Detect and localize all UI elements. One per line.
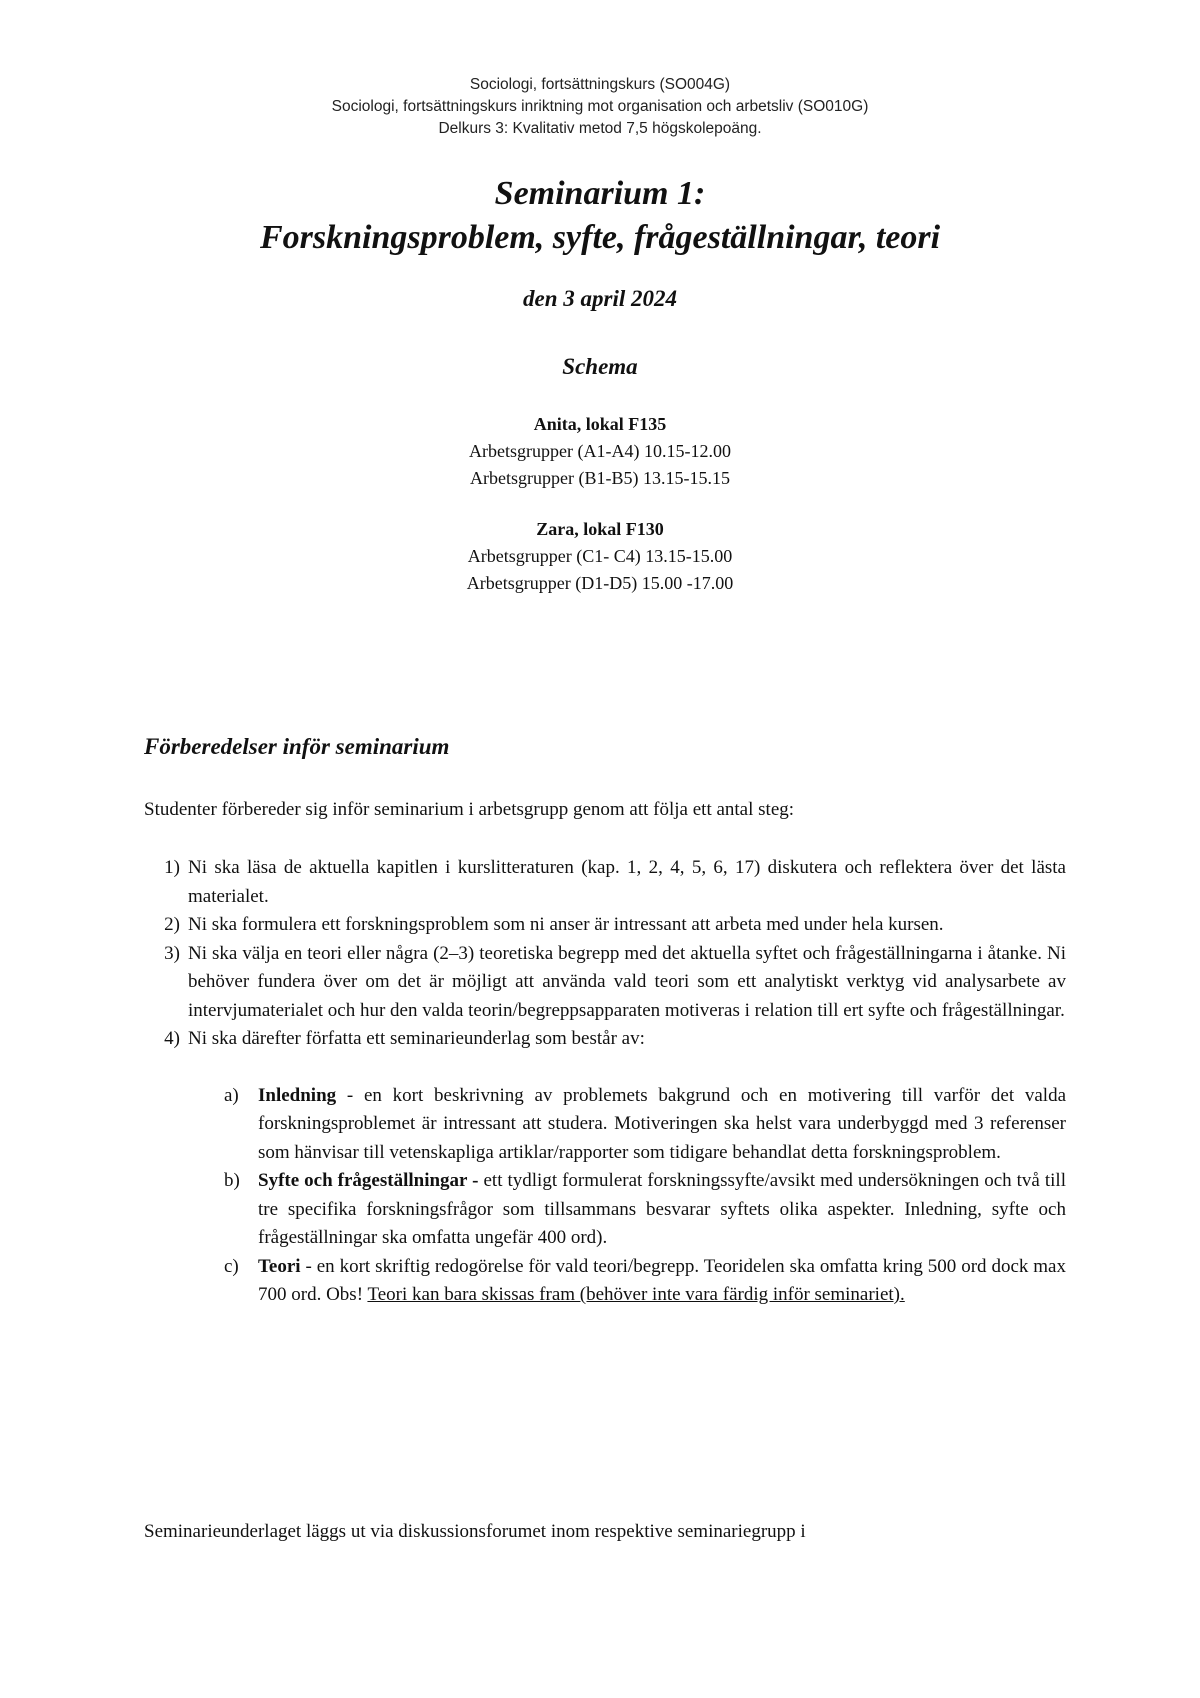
sub-text [258, 1253, 1066, 1310]
item-text: Ni ska välja en teori eller några (2–3) teoretiska begrepp med det aktuella syftet och frågeställningarna i åtanke. Ni behöver fundera över om det är möjligt att använda vald teori som ett analytiskt verktyg vid analysarbete av intervjumaterialet och hur den valda teorin/begreppsapparaten motiveras i relation till ert syfte och frågeställningar. [188, 942, 1066, 1021]
sub-term: Syfte och frågeställningar - [258, 1170, 479, 1191]
sub-body: ett tydligt formulerat forskningssyfte/avsikt med undersökningen och två till tre specifika forskningsfrågor som tillsammans besvarar syftets olika aspekter. Inledning, syfte och frågeställningar ska omfatta ungefär 400 ord). [258, 1170, 1066, 1248]
session-line: Arbetsgrupper (B1-B5) 13.15-15.15 [470, 468, 730, 488]
schedule-group [0, 516, 1200, 597]
item-text: Ni ska läsa de aktuella kapitlen i kurslitteraturen (kap. 1, 2, 4, 5, 6, 17) diskutera och reflektera över det lästa materialet. [188, 857, 1066, 907]
sub-item [224, 1167, 1066, 1253]
sub-list [224, 1082, 1066, 1310]
sub-item [224, 1253, 1066, 1310]
sub-term: Teori [258, 1255, 301, 1277]
list-item [144, 854, 1066, 911]
list-item [144, 1025, 1066, 1054]
page-title [0, 172, 1200, 260]
list-item [144, 911, 1066, 940]
preparation-heading: Förberedelser inför seminarium [144, 734, 450, 759]
item-number: 2) [164, 914, 180, 935]
preparation-intro: Studenter förbereder sig inför seminarium i arbetsgrupp genom att följa ett antal steg: [144, 799, 795, 820]
item-number: 3) [164, 942, 180, 964]
course-line-3: Delkurs 3: Kvalitativ metod 7,5 högskolepoäng. [438, 120, 762, 137]
course-line-2: Sociologi, fortsättningskurs inriktning mot organisation och arbetsliv (SO010G) [331, 98, 869, 115]
sub-body: - en kort skriftig redogörelse för vald teori/begrepp. Teoridelen ska omfatta kring 500 ord dock max 700 ord. Obs! [258, 1255, 1066, 1305]
sub-letter: b) [224, 1170, 240, 1191]
session-line: Arbetsgrupper (C1- C4) 13.15-15.00 [467, 546, 733, 566]
sub-text [258, 1082, 1066, 1168]
group-header: Anita, lokal F135 [533, 414, 667, 434]
sub-term: Inledning [258, 1084, 337, 1106]
closing-paragraph: Seminarieunderlaget läggs ut via diskussionsforumet inom respektive seminariegrupp i [144, 1521, 806, 1542]
session-line: Arbetsgrupper (D1-D5) 15.00 -17.00 [466, 573, 734, 593]
session-line: Arbetsgrupper (A1-A4) 10.15-12.00 [469, 441, 731, 461]
schema-title: Schema [562, 354, 638, 379]
list-item [144, 940, 1066, 1026]
title-line-1: Seminarium 1: [494, 175, 706, 212]
item-number: 4) [164, 1028, 180, 1049]
title-line-2: Forskningsproblem, syfte, frågeställningar, teori [259, 219, 941, 256]
steps-list [144, 854, 1066, 1310]
sub-body: - en kort beskrivning av problemets bakgrund och en motivering till varför det valda forskningsproblemet är intressant att studera. Motiveringen ska helst vara underbyggd med 3 referenser som hänvisar till vetenskapliga artiklar/rapporter som tidigare behandlat detta forskningsproblem. [258, 1084, 1066, 1163]
seminar-date: den 3 april 2024 [523, 286, 677, 311]
item-text: Ni ska formulera ett forskningsproblem som ni anser är intressant att arbeta med under hela kursen. [188, 914, 944, 935]
underlined-note: Teori kan bara skissas fram (behöver inte vara färdig inför seminariet). [367, 1284, 905, 1305]
group-header: Zara, lokal F130 [536, 519, 664, 539]
sub-item [224, 1082, 1066, 1168]
course-line-1: Sociologi, fortsättningskurs (SO004G) [469, 76, 731, 93]
sub-letter: c) [224, 1255, 239, 1277]
item-number: 1) [164, 857, 180, 878]
sub-letter: a) [224, 1084, 239, 1106]
course-header [0, 74, 1200, 140]
sub-text [258, 1167, 1066, 1253]
item-text: Ni ska därefter författa ett seminarieunderlag som består av: [188, 1028, 645, 1049]
schedule-group [0, 411, 1200, 492]
